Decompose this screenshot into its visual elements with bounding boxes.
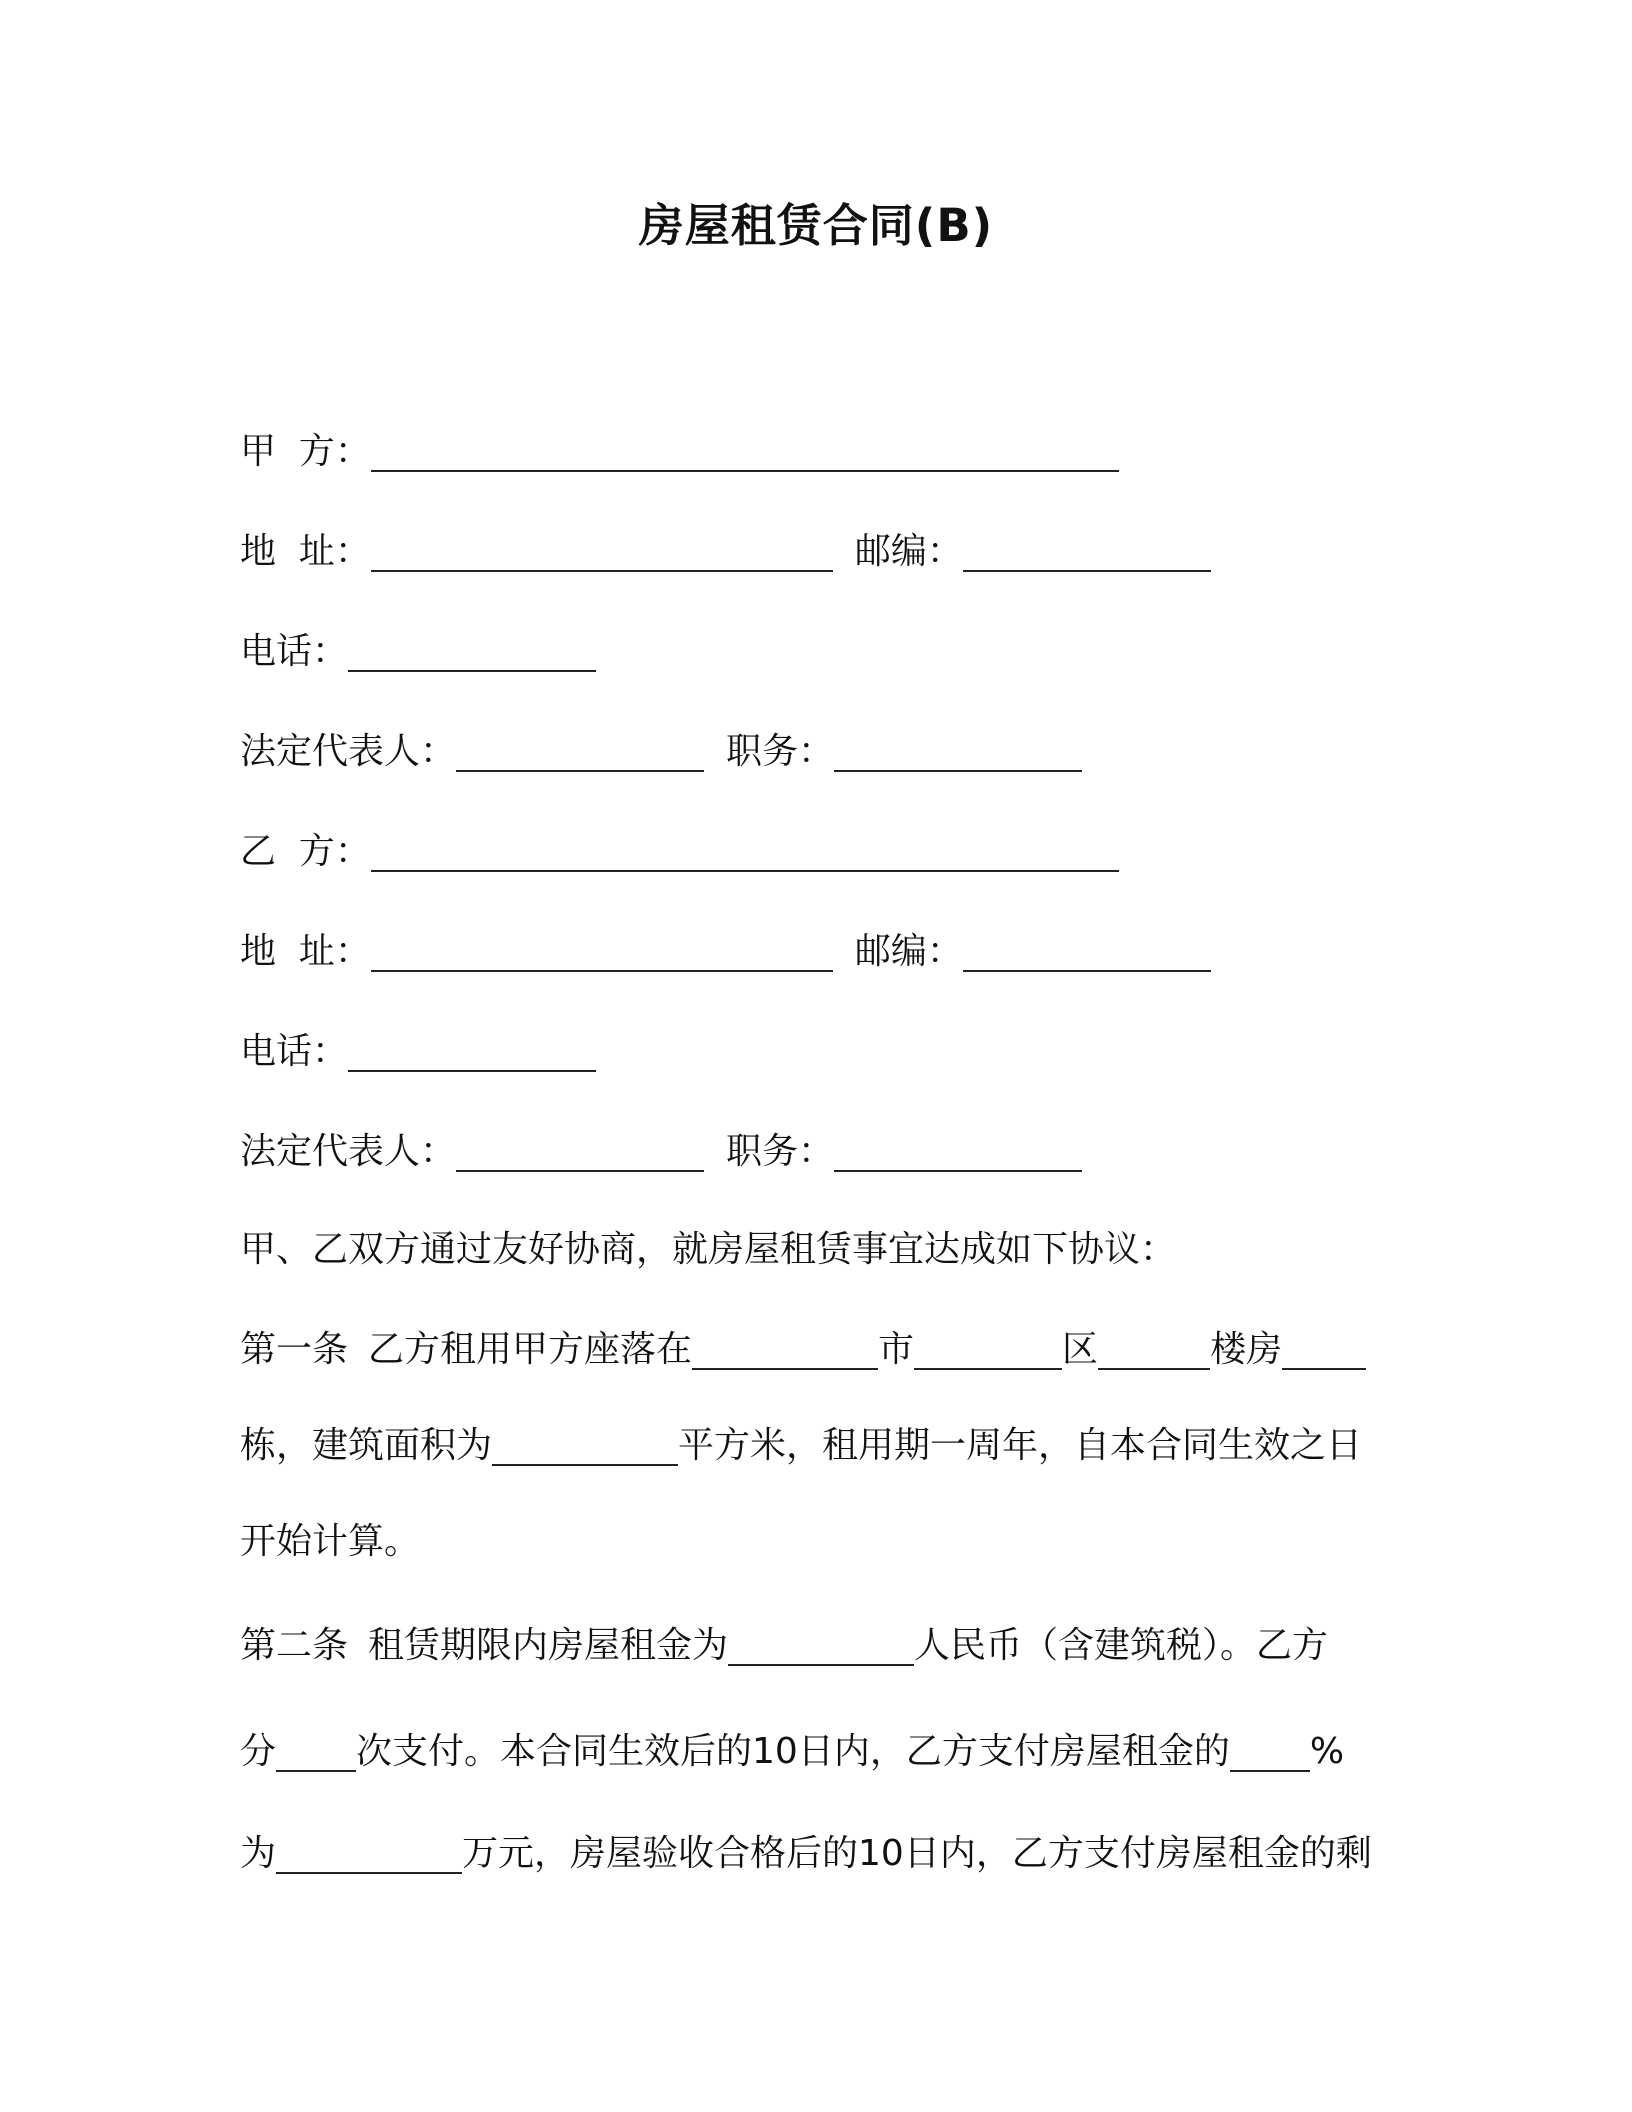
party-a-legal-rep-blank [456, 734, 704, 772]
party-a-name-blank [371, 434, 1119, 472]
article2-line2 [240, 1728, 1344, 1776]
article2-installments-blank [276, 1734, 356, 1772]
article2-text-6: 为 [240, 1833, 277, 1874]
article2-text-3: 分 [240, 1731, 277, 1772]
article2-percent-blank [1230, 1734, 1310, 1772]
party-b-name-blank [371, 834, 1119, 872]
party-b-position-label: 职务： [726, 1131, 835, 1172]
party-b-address-label: 地 址： [240, 931, 371, 972]
article1-text-2: 市 [878, 1329, 915, 1370]
article1-building-blank [1098, 1332, 1210, 1370]
article1-text-1: 乙方租用甲方座落在 [368, 1329, 693, 1370]
party-a-phone-row [240, 628, 596, 676]
article1-city-blank [692, 1332, 878, 1370]
party-a-phone-label: 电话： [240, 631, 349, 672]
document-title: 房屋租赁合同(B) [638, 199, 994, 252]
intro-paragraph: 甲、乙双方通过友好协商，就房屋租赁事宜达成如下协议： [240, 1229, 1177, 1270]
article1-text-4: 楼房 [1210, 1329, 1283, 1370]
party-b-name-label: 乙 方： [240, 831, 371, 872]
party-b-position-blank [834, 1134, 1082, 1172]
party-a-postcode-blank [963, 534, 1211, 572]
party-b-postcode-label: 邮编： [854, 931, 963, 972]
party-b-address-blank [371, 934, 833, 972]
party-a-address-blank [371, 534, 833, 572]
article2-line3 [240, 1830, 1372, 1878]
party-a-position-blank [834, 734, 1082, 772]
party-a-postcode-label: 邮编： [854, 531, 963, 572]
party-b-name-row [240, 828, 1119, 876]
article2-rent-blank [728, 1628, 914, 1666]
party-a-legal-rep-row [240, 728, 1082, 776]
party-a-address-label: 地 址： [240, 531, 371, 572]
article1-text-3: 区 [1062, 1329, 1099, 1370]
party-a-legal-rep-label: 法定代表人： [240, 731, 457, 772]
party-b-phone-label: 电话： [240, 1031, 349, 1072]
article2-text-2: 人民币（含建筑税）。乙方 [914, 1625, 1329, 1666]
party-a-name-label: 甲 方： [240, 431, 371, 472]
article2-amount-blank [276, 1836, 462, 1874]
party-b-legal-rep-blank [456, 1134, 704, 1172]
article2-text-7: 万元，房屋验收合格后的10日内，乙方支付房屋租金的剩 [462, 1833, 1372, 1874]
article1-line2 [240, 1422, 1362, 1470]
article2-line1 [240, 1622, 1328, 1670]
article1-line1 [240, 1326, 1366, 1374]
article1-unit-blank [1282, 1332, 1366, 1370]
article1-text-5: 栋，建筑面积为 [240, 1425, 493, 1466]
article1-text-6: 平方米，租用期一周年，自本合同生效之日 [678, 1425, 1363, 1466]
party-b-phone-blank [348, 1034, 596, 1072]
article2-text-4: 次支付。本合同生效后的10日内，乙方支付房屋租金的 [356, 1731, 1230, 1772]
party-b-legal-rep-row [240, 1128, 1082, 1176]
party-b-legal-rep-label: 法定代表人： [240, 1131, 457, 1172]
article1-district-blank [914, 1332, 1062, 1370]
article2-text-5: % [1309, 1731, 1345, 1772]
party-a-address-row [240, 528, 1211, 576]
party-a-name-row [240, 428, 1119, 476]
party-b-phone-row [240, 1028, 596, 1076]
article2-heading: 第二条 [240, 1625, 349, 1666]
article2-text-1: 租赁期限内房屋租金为 [368, 1625, 729, 1666]
party-b-postcode-blank [963, 934, 1211, 972]
party-a-position-label: 职务： [726, 731, 835, 772]
article1-area-blank [492, 1428, 678, 1466]
party-b-address-row [240, 928, 1211, 976]
article1-heading: 第一条 [240, 1329, 349, 1370]
article1-line3: 开始计算。 [240, 1521, 421, 1562]
party-a-phone-blank [348, 634, 596, 672]
